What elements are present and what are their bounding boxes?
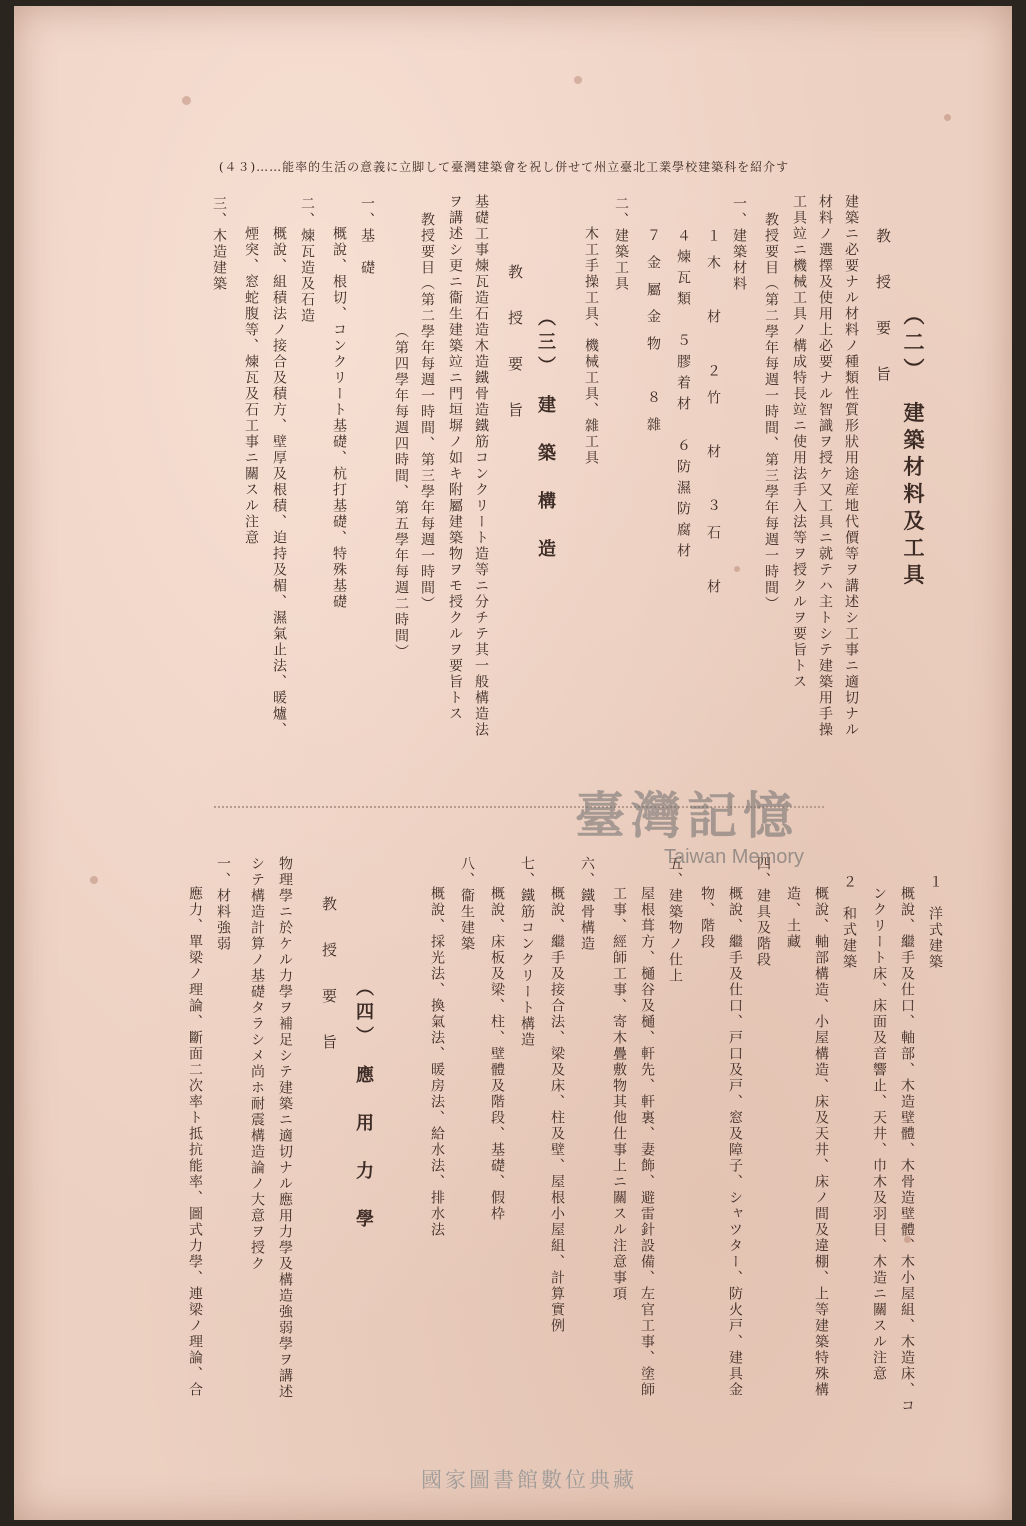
item-heading: 二、煉瓦造及石造	[299, 196, 315, 324]
item-heading: 五、建築物ノ仕上	[667, 856, 683, 984]
stain-spot	[90, 876, 98, 884]
item-heading: 一、材料強弱	[215, 856, 231, 952]
teaching-aim-heading: 教 授 要 旨	[874, 228, 892, 389]
item-line: 概說、床板及梁、柱、壁體及階段、基礎、假枠	[489, 886, 505, 1222]
item-line: 概說、採光法、換氣法、暖房法、給水法、排水法	[429, 886, 445, 1238]
item-heading: 八、衞生建築	[459, 856, 475, 952]
section-title-mechanics: （四） 應 用 力 學	[353, 978, 374, 1233]
item-line: 概說、繼手及仕口、軸部、木造壁體、木骨造壁體、木小屋組、木造床、コ	[899, 886, 915, 1414]
item-line: 概說、組積法ノ接合及積方、壁厚及根積、迫持及楣、濕氣止法、暖爐、	[271, 226, 287, 738]
stain-spot	[182, 96, 191, 105]
watermark-logo: 臺灣記憶	[575, 786, 799, 845]
item-line: 概說、根切、コンクリート基礎、杭打基礎、特殊基礎	[331, 226, 347, 610]
item-heading: 一、建築材料	[731, 196, 747, 292]
stain-spot	[574, 76, 582, 84]
section-title-materials: （二） 建築材料及工具	[901, 304, 926, 591]
watermark-subtitle: Taiwan Memory	[663, 846, 805, 868]
tools-line: 木工手操工具、機械工具、雜工具	[583, 226, 599, 466]
running-header: (４３)……能率的生活の意義に立脚して臺灣建築會を祝し併せて州立臺北工業學校建築科を紹介す	[218, 160, 790, 174]
item-line: 概說、繼手及接合法、梁及床、柱及壁、屋根小屋組、計算實例	[549, 886, 565, 1334]
item-line: 概說、繼手及仕口、戸口及戸、窓及障子、シャツター、防火戸、建具金	[727, 886, 743, 1398]
item-heading: 七、鐵筋コンクリート構造	[519, 856, 535, 1048]
item-line: 造、土藏	[785, 886, 801, 950]
syllabus-hours: 教授要目（第二學年每週一時間、第三學年每週一時間）	[763, 212, 779, 612]
stain-spot	[904, 1236, 911, 1243]
teaching-aim-heading: 教 授 要 旨	[506, 264, 524, 425]
paragraph-line: 物理學ニ於ケル力學ヲ補足シテ建築ニ適切ナル應用力學及構造強弱學ヲ講述	[277, 856, 293, 1400]
syllabus-hours: （第四學年每週四時間、第五學年每週二時間）	[393, 324, 409, 660]
material-list-line: ４煉瓦類 ５膠着材 ６防濕防腐材	[675, 228, 691, 564]
item-line: 工事、經師工事、寄木疊敷物其他仕事上ニ關スル注意事項	[611, 886, 627, 1302]
paragraph-line: ヲ講述シ更ニ衞生建築竝ニ門垣塀ノ如キ附屬建築物ヲモ授クルヲ要旨トス	[447, 194, 463, 722]
paragraph-line: シテ構造計算ノ基礎タラシメ尚ホ耐震構造論ノ大意ヲ授ク	[249, 856, 265, 1272]
item-line: 應力、單梁ノ理論、斷面二次率ト抵抗能率、圖式力學、連梁ノ理論、合	[187, 886, 203, 1398]
subitem-heading: １ 洋式建築	[927, 874, 943, 970]
archive-footer: 國家圖書館數位典藏	[421, 1468, 637, 1492]
teaching-aim-heading: 教 授 要 旨	[320, 896, 338, 1057]
section-title-construction: （三） 建 築 構 造	[535, 308, 556, 563]
item-heading: 一、基 礎	[359, 196, 375, 276]
paragraph-line: 材料ノ選擇及使用上必要ナル智識ヲ授ケ又工具ニ就テハ主トシテ建築用手操	[817, 194, 833, 738]
item-line: 概說、軸部構造、小屋構造、床及天井、床ノ間及違棚、上等建築特殊構	[813, 886, 829, 1398]
item-line: ンクリート床、床面及音響止、天井、巾木及羽目、木造ニ關スル注意	[871, 886, 887, 1382]
item-heading: 六、鐵骨構造	[579, 856, 595, 952]
stain-spot	[944, 114, 951, 121]
item-heading: 三、木造建築	[211, 196, 227, 292]
subitem-heading: ２ 和式建築	[841, 874, 857, 970]
document-page	[14, 6, 1012, 1520]
item-line: 物、階段	[699, 886, 715, 950]
item-heading: 四、建具及階段	[755, 856, 771, 968]
item-heading: 二、建築工具	[613, 196, 629, 292]
material-list-line: １木 材 ２竹 材 ３石 材	[705, 228, 721, 606]
item-line: 屋根葺方、樋谷及樋、軒先、軒裏、妻飾、避雷針設備、左官工事、塗師	[639, 886, 655, 1398]
material-list-line: ７金屬金物 ８雜	[645, 228, 661, 444]
item-line: 煙突、窓蛇腹等、煉瓦及石工事ニ關スル注意	[243, 226, 259, 546]
paragraph-line: 建築ニ必要ナル材料ノ種類性質形狀用途産地代價等ヲ講述シ工事ニ適切ナル	[843, 194, 859, 738]
paragraph-line: 基礎工事煉瓦造石造木造鐵骨造鐵筋コンクリート造等ニ分チテ其一般構造法	[473, 194, 489, 738]
paragraph-line: 工具竝ニ機械工具ノ構成特長竝ニ使用法手入法等ヲ授クルヲ要旨トス	[791, 194, 807, 690]
syllabus-hours: 教授要目（第二學年每週一時間、第三學年每週一時間）	[419, 212, 435, 612]
stain-spot	[734, 566, 740, 572]
